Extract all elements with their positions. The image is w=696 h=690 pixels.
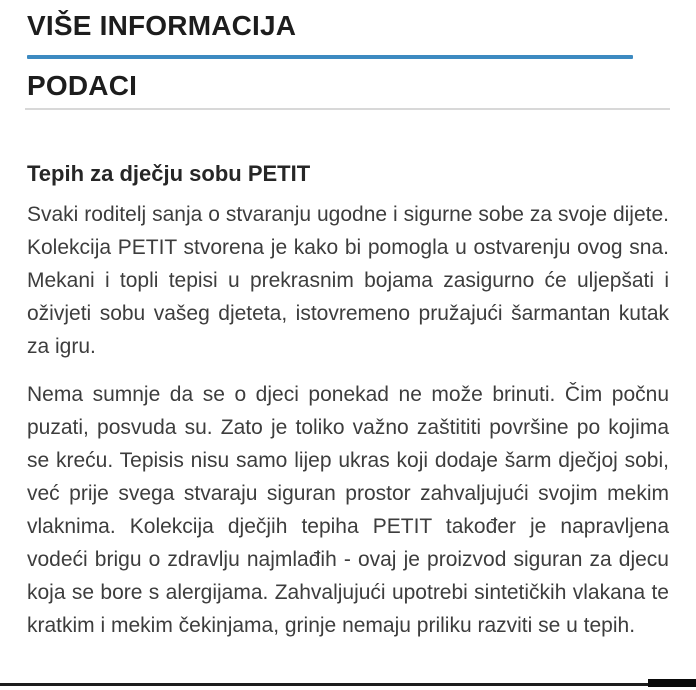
description-paragraph-1: Svaki roditelj sanja o stvaranju ugodne i sigurne sobe za svoje dijete. Kolekcija PETIT stvorena je kako bi pomogla u ostvarenju ovog sna. Mekani i topli tepisi u prekrasnim bojama zasigurno će uljepšati i oživjeti sobu vašeg djeteta, istovremeno pružajući šarmantan kutak za igru. bbox=[27, 203, 669, 358]
product-description bbox=[0, 162, 696, 642]
podaci-section-header[interactable]: PODACI bbox=[27, 70, 138, 101]
product-title: Tepih za dječju sobu PETIT bbox=[27, 161, 311, 186]
bottom-divider bbox=[0, 683, 696, 686]
active-tab-underline bbox=[27, 55, 633, 59]
scrollbar-thumb[interactable] bbox=[648, 679, 696, 687]
section-divider bbox=[25, 108, 670, 110]
more-info-tab[interactable] bbox=[0, 0, 696, 42]
more-info-tab-label: VIŠE INFORMACIJA bbox=[27, 10, 297, 41]
description-paragraph-2: Nema sumnje da se o djeci ponekad ne može brinuti. Čim počnu puzati, posvuda su. Zato je toliko važno zaštititi površine po kojima se kreću. Tepisis nisu samo lijep ukras koji dodaje šarm dječjoj sobi, već prije svega stvaraju siguran prostor zahvaljujući svojim mekim vlaknima. Kolekcija dječjih tepiha PETIT također je napravljena vodeći brigu o zdravlju najmlađih - ovaj je proizvod siguran za djecu koja se bore s alergijama. Zahvaljujući upotrebi sintetičkih vlakana te kratkim i mekim čekinjama, grinje nemaju priliku razviti se u tepih. bbox=[27, 383, 669, 637]
